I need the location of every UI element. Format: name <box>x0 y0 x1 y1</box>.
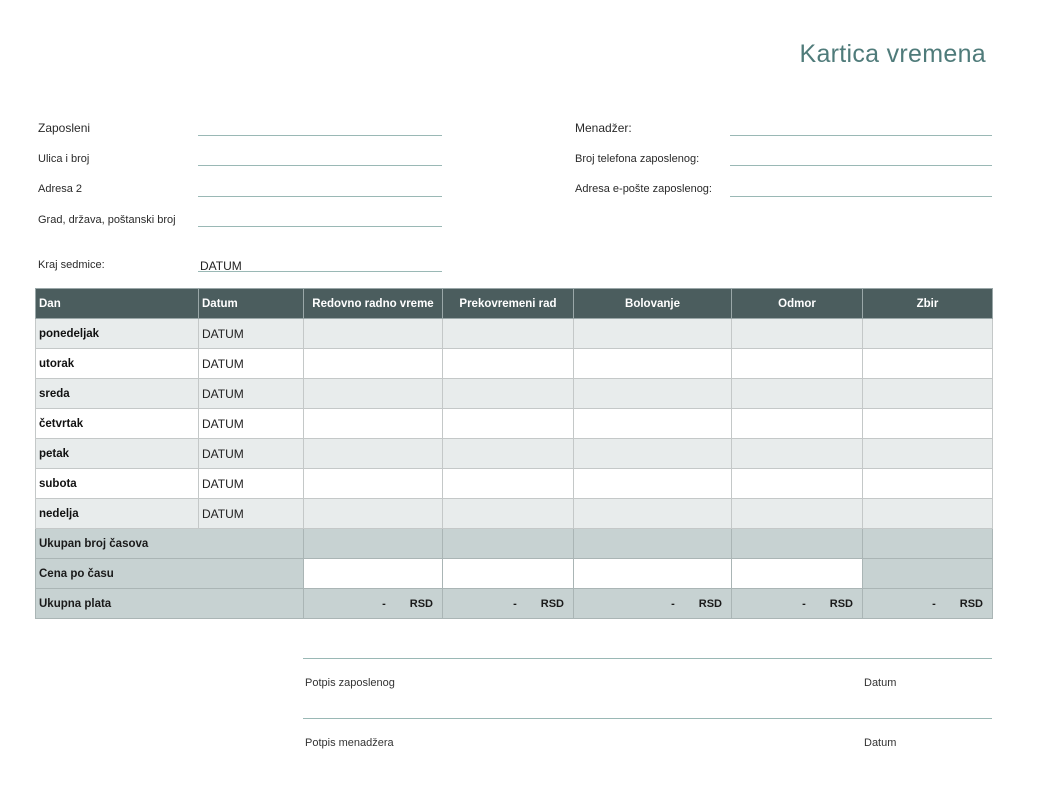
total-hours-regular <box>304 529 443 559</box>
date-cell[interactable]: DATUM <box>199 469 304 499</box>
day-cell: nedelja <box>36 499 199 529</box>
sick-cell[interactable] <box>574 379 732 409</box>
address2-input[interactable] <box>198 196 442 197</box>
header-vacation: Odmor <box>732 289 863 319</box>
table-row <box>36 349 993 379</box>
pay-sick <box>574 589 732 619</box>
employee-input[interactable] <box>198 135 442 136</box>
header-date: Datum <box>199 289 304 319</box>
city-input[interactable] <box>198 226 442 227</box>
pay-total <box>863 589 993 619</box>
street-input[interactable] <box>198 165 442 166</box>
table-row <box>36 379 993 409</box>
email-label: Adresa e-pošte zaposlenog: <box>575 183 712 195</box>
employee-signature-label: Potpis zaposlenog <box>305 677 395 689</box>
vacation-cell[interactable] <box>732 439 863 469</box>
pay-value: - <box>513 597 517 610</box>
employee-signature-date-label: Datum <box>864 677 897 689</box>
total-cell[interactable] <box>863 439 993 469</box>
overtime-cell[interactable] <box>443 319 574 349</box>
sick-cell[interactable] <box>574 349 732 379</box>
sick-cell[interactable] <box>574 439 732 469</box>
phone-label: Broj telefona zaposlenog: <box>575 153 700 165</box>
day-cell: utorak <box>36 349 199 379</box>
total-hours-overtime <box>443 529 574 559</box>
timesheet-table <box>35 288 993 619</box>
pay-value: - <box>382 597 386 610</box>
regular-cell[interactable] <box>304 379 443 409</box>
sick-cell[interactable] <box>574 319 732 349</box>
total-cell[interactable] <box>863 469 993 499</box>
employee-label: Zaposleni <box>38 121 91 135</box>
sick-cell[interactable] <box>574 409 732 439</box>
currency-label: RSD <box>829 597 853 610</box>
manager-signature-label: Potpis menadžera <box>305 737 394 749</box>
address2-label: Adresa 2 <box>38 183 83 195</box>
vacation-cell[interactable] <box>732 499 863 529</box>
date-cell[interactable]: DATUM <box>199 499 304 529</box>
vacation-cell[interactable] <box>732 379 863 409</box>
overtime-cell[interactable] <box>443 499 574 529</box>
total-hours-vacation <box>732 529 863 559</box>
regular-cell[interactable] <box>304 499 443 529</box>
rate-row <box>36 559 993 589</box>
manager-label: Menadžer: <box>575 121 632 135</box>
total-cell[interactable] <box>863 349 993 379</box>
date-cell[interactable]: DATUM <box>199 439 304 469</box>
total-hours-row <box>36 529 993 559</box>
total-cell[interactable] <box>863 319 993 349</box>
date-cell[interactable]: DATUM <box>199 319 304 349</box>
employee-signature-line[interactable] <box>303 658 992 659</box>
total-hours-label: Ukupan broj časova <box>36 529 304 559</box>
pay-regular <box>304 589 443 619</box>
table-row <box>36 409 993 439</box>
city-label: Grad, država, poštanski broj <box>38 214 176 226</box>
currency-label: RSD <box>959 597 983 610</box>
rate-label: Cena po času <box>36 559 304 589</box>
manager-input[interactable] <box>730 135 992 136</box>
rate-total <box>863 559 993 589</box>
email-input[interactable] <box>730 196 992 197</box>
day-cell: ponedeljak <box>36 319 199 349</box>
header-overtime: Prekovremeni rad <box>443 289 574 319</box>
regular-cell[interactable] <box>304 469 443 499</box>
table-row <box>36 469 993 499</box>
overtime-cell[interactable] <box>443 349 574 379</box>
vacation-cell[interactable] <box>732 319 863 349</box>
regular-cell[interactable] <box>304 349 443 379</box>
sick-cell[interactable] <box>574 499 732 529</box>
week-end-value[interactable]: DATUM <box>200 259 242 273</box>
pay-overtime <box>443 589 574 619</box>
sick-cell[interactable] <box>574 469 732 499</box>
total-cell[interactable] <box>863 409 993 439</box>
total-pay-label: Ukupna plata <box>36 589 304 619</box>
total-pay-row <box>36 589 993 619</box>
table-row <box>36 499 993 529</box>
rate-sick-input[interactable] <box>574 559 732 589</box>
pay-value: - <box>671 597 675 610</box>
manager-signature-date-label: Datum <box>864 737 897 749</box>
vacation-cell[interactable] <box>732 409 863 439</box>
day-cell: petak <box>36 439 199 469</box>
vacation-cell[interactable] <box>732 469 863 499</box>
total-hours-sick <box>574 529 732 559</box>
table-row <box>36 439 993 469</box>
regular-cell[interactable] <box>304 319 443 349</box>
total-cell[interactable] <box>863 499 993 529</box>
regular-cell[interactable] <box>304 409 443 439</box>
week-end-input[interactable] <box>198 271 442 272</box>
pay-vacation <box>732 589 863 619</box>
rate-vacation-input[interactable] <box>732 559 863 589</box>
currency-label: RSD <box>540 597 564 610</box>
date-cell[interactable]: DATUM <box>199 409 304 439</box>
phone-input[interactable] <box>730 165 992 166</box>
currency-label: RSD <box>698 597 722 610</box>
overtime-cell[interactable] <box>443 439 574 469</box>
vacation-cell[interactable] <box>732 349 863 379</box>
day-cell: subota <box>36 469 199 499</box>
currency-label: RSD <box>409 597 433 610</box>
header-day: Dan <box>36 289 199 319</box>
day-cell: sreda <box>36 379 199 409</box>
date-cell[interactable]: DATUM <box>199 379 304 409</box>
pay-value: - <box>802 597 806 610</box>
rate-overtime-input[interactable] <box>443 559 574 589</box>
table-row <box>36 319 993 349</box>
day-cell: četvrtak <box>36 409 199 439</box>
overtime-cell[interactable] <box>443 379 574 409</box>
header-regular: Redovno radno vreme <box>304 289 443 319</box>
total-hours-total <box>863 529 993 559</box>
overtime-cell[interactable] <box>443 409 574 439</box>
regular-cell[interactable] <box>304 439 443 469</box>
table-header-row <box>36 289 993 319</box>
street-label: Ulica i broj <box>38 153 90 165</box>
week-end-label: Kraj sedmice: <box>38 259 105 271</box>
page-title: Kartica vremena <box>799 40 986 68</box>
total-cell[interactable] <box>863 379 993 409</box>
header-total: Zbir <box>863 289 993 319</box>
overtime-cell[interactable] <box>443 469 574 499</box>
date-cell[interactable]: DATUM <box>199 349 304 379</box>
rate-regular-input[interactable] <box>304 559 443 589</box>
manager-signature-line[interactable] <box>303 718 992 719</box>
header-sick: Bolovanje <box>574 289 732 319</box>
pay-value: - <box>932 597 936 610</box>
